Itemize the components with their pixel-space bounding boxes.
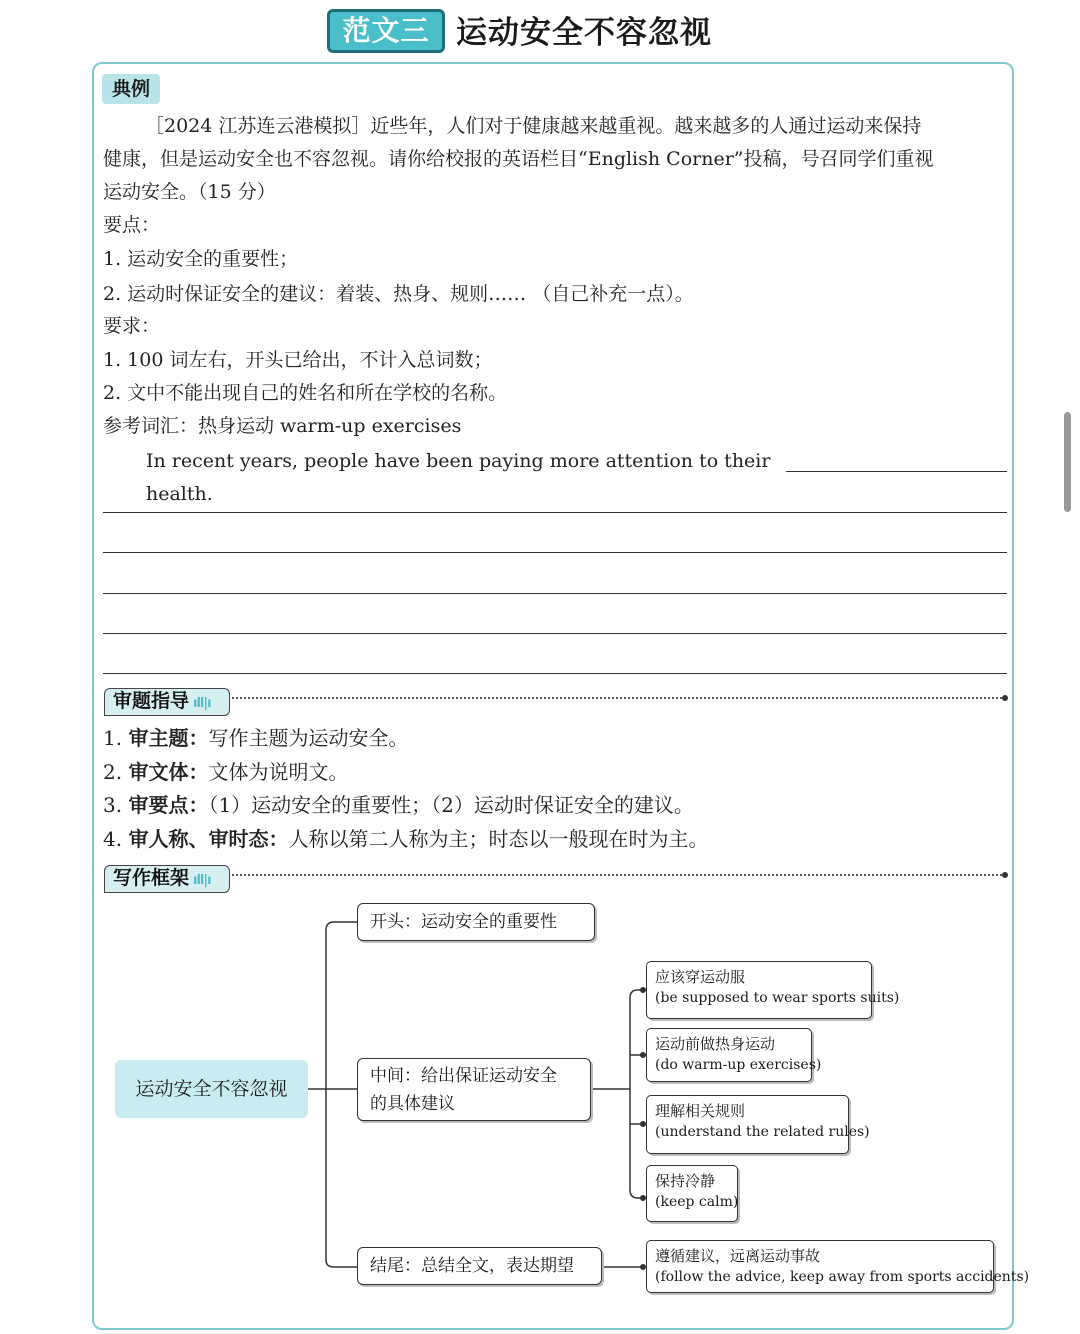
guide-item-3: 3. 审要点：（1）运动安全的重要性；（2）运动时保证安全的建议。 — [103, 793, 694, 817]
example-intro-line-1: ［2024 江苏连云港模拟］近些年，人们对于健康越来越重视。越来越多的人通过运动来保持 — [145, 115, 922, 137]
suggestion-warm-up: 运动前做热身运动 (do warm-up exercises) — [646, 1028, 812, 1082]
ending-detail: 遵循建议，远离运动事故 (follow the advice, keep away from sports accidents) — [646, 1240, 994, 1293]
guide-item-2: 2. 审文体：文体为说明文。 — [103, 760, 349, 784]
sound-wave-icon: ıll|ı — [193, 873, 211, 888]
requirement-2: 2. 文中不能出现自己的姓名和所在学校的名称。 — [103, 382, 508, 404]
scrollbar-thumb[interactable] — [1064, 412, 1071, 512]
example-tag: 典例 — [102, 74, 160, 104]
example-intro-line-2: 健康，但是运动安全也不容忽视。请你给校报的英语栏目“English Corner”投稿，号召同学们重视 — [103, 148, 934, 170]
node-ending: 结尾：总结全文，表达期望 — [357, 1247, 602, 1285]
title-badge: 范文三 — [327, 9, 445, 53]
example-intro-line-3: 运动安全。（15 分） — [103, 181, 276, 203]
essay-opening: In recent years, people have been paying more attention to their health. — [146, 450, 771, 505]
node-beginning: 开头：运动安全的重要性 — [357, 903, 595, 941]
suggestion-sports-suits: 应该穿运动服 (be supposed to wear sports suits) — [646, 961, 872, 1019]
sound-wave-icon: ıll|ı — [193, 696, 211, 711]
point-2: 2. 运动时保证安全的建议：着装、热身、规则…… （自己补充一点）。 — [103, 283, 694, 305]
suggestion-keep-calm: 保持冷静 (keep calm) — [646, 1165, 738, 1222]
page-title: 运动安全不容忽视 — [456, 15, 712, 51]
guide-item-4: 4. 审人称、审时态：人称以第二人称为主；时态以一般现在时为主。 — [103, 827, 709, 851]
node-middle-line-2: 的具体建议 — [370, 1094, 455, 1114]
mindmap-root: 运动安全不容忽视 — [115, 1060, 308, 1118]
vocabulary-hint: 参考词汇：热身运动 warm-up exercises — [103, 415, 462, 437]
suggestion-rules: 理解相关规则 (understand the related rules) — [646, 1095, 849, 1154]
requirement-1: 1. 100 词左右，开头已给出，不计入总词数； — [103, 349, 493, 371]
point-1: 1. 运动安全的重要性； — [103, 248, 299, 270]
guide-label-text: 审题指导 — [113, 690, 190, 712]
requirements-title: 要求： — [103, 315, 161, 337]
guide-item-1: 1. 审主题：写作主题为运动安全。 — [103, 726, 409, 750]
node-middle-line-1: 中间：给出保证运动安全 — [370, 1066, 557, 1086]
node-middle — [357, 1058, 591, 1121]
framework-label-text: 写作框架 — [113, 867, 190, 889]
points-title: 要点： — [103, 214, 161, 236]
